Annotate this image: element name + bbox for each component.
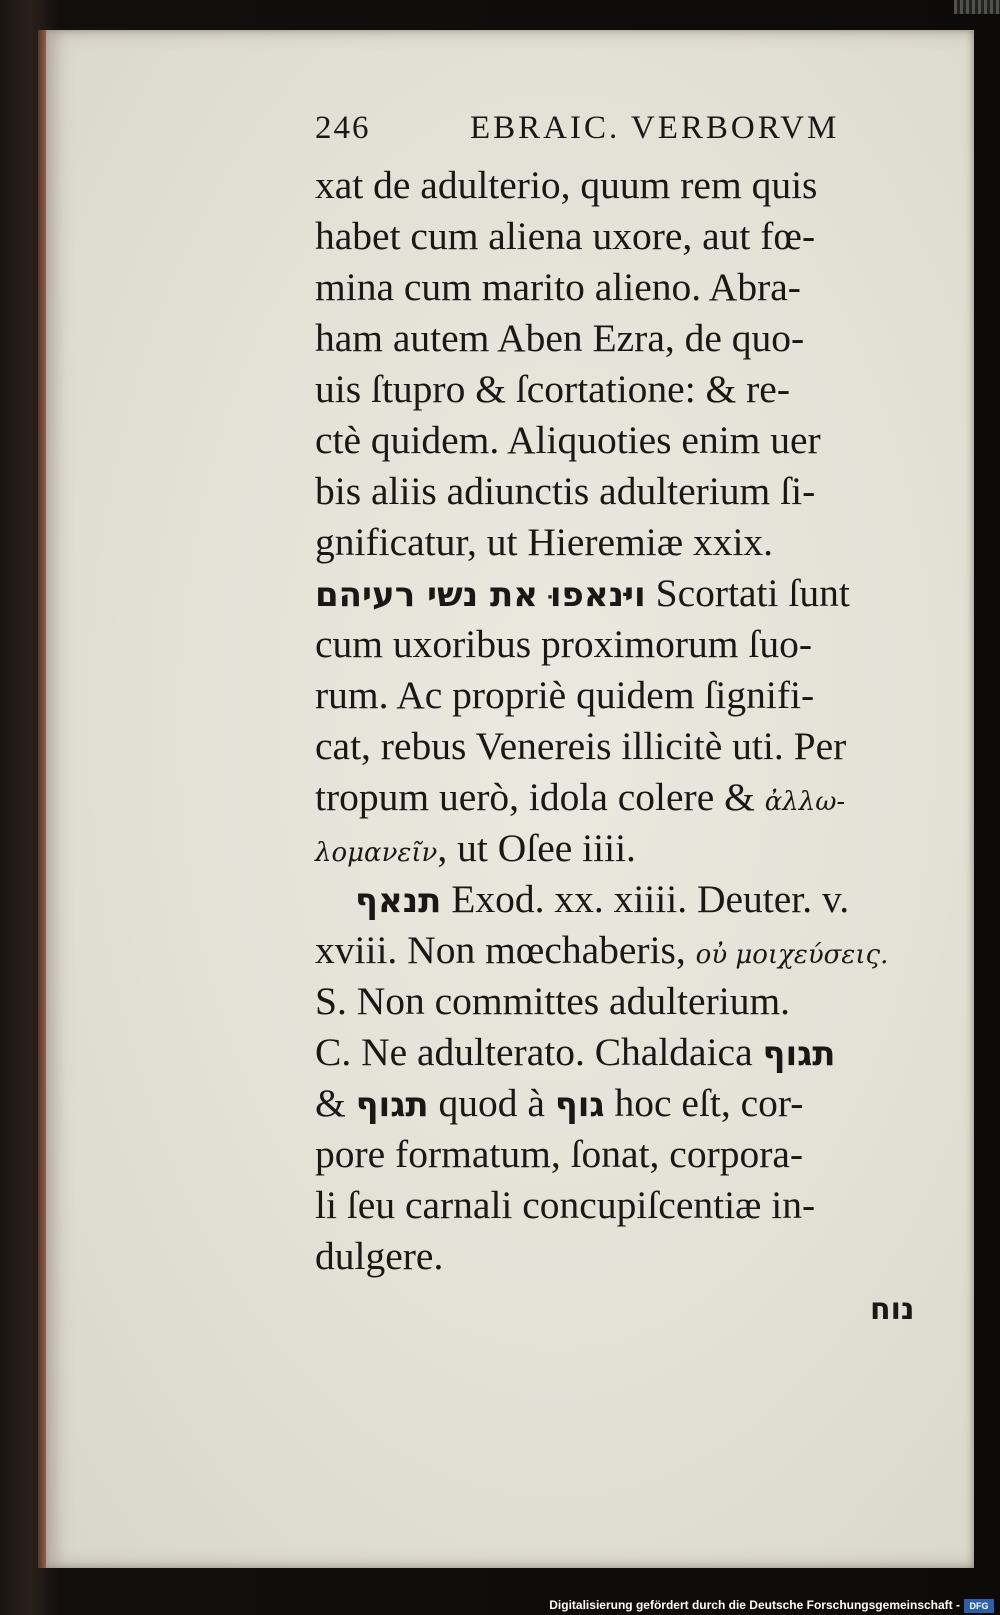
text-line [315,1129,930,1180]
greek-word: ἀλλω- [764,787,846,817]
latin-text: dulgere. [315,1234,444,1278]
hebrew-word: גוף [554,1085,605,1125]
catchword: נוח [870,1292,915,1327]
text-line [315,874,930,925]
latin-text: rum. Ac propriè quidem ſignifi- [315,673,815,717]
text-line [315,976,930,1027]
digitization-credit: Digitalisierung gefördert durch die Deutsche Forschungsgemeinschaft - [549,1598,960,1612]
latin-text: ham autem Aben Ezra, de quo- [315,316,805,360]
latin-text: & [315,1081,356,1125]
text-line [315,1078,930,1129]
latin-text: quod à [428,1081,555,1125]
latin-text: Exod. xx. xiiii. Deuter. v. [441,877,850,921]
text-line [315,211,930,262]
text-line [315,1231,930,1282]
text-line [315,415,930,466]
greek-word: οὐ μοιχεύσεις. [695,940,889,970]
text-line [315,466,930,517]
running-head [315,110,930,160]
text-line [315,721,930,772]
greek-word: λομανεῖν [315,838,438,868]
text-line [315,925,930,976]
hebrew-word: תגוף [355,1085,429,1125]
text-line [315,262,930,313]
latin-text: ctè quidem. Aliquoties enim uer [315,418,821,462]
latin-text: , ut Oſee iiii. [437,826,636,870]
latin-text: cat, rebus Venereis illicitè uti. Per [315,724,847,768]
hebrew-word: תגוף [762,1034,836,1074]
text-line [315,823,930,874]
latin-text: C. Ne adulterato. Chaldaica [315,1030,763,1074]
scan-color-bar [954,0,1000,14]
latin-text: li ſeu carnali concupiſcentiæ in- [315,1183,816,1227]
latin-text: uis ſtupro & ſcortatione: & re- [315,367,790,411]
latin-text: pore formatum, ſonat, corpora- [315,1132,804,1176]
latin-text: xat de adulterio, quum rem quis [315,163,818,207]
text-block [315,110,930,1282]
latin-text: cum uxoribus proximorum ſuo- [315,622,812,666]
dfg-logo: DFG [964,1599,994,1613]
latin-text: bis aliis adiunctis adulterium ſi- [315,469,816,513]
text-line [315,1180,930,1231]
hebrew-word: ויּנאפוּ את נשי רעיהם [315,575,646,615]
latin-text: Scortati ſunt [645,571,850,615]
text-line [315,313,930,364]
text-line [315,568,930,619]
running-head-title: EBRAIC. VERBORVM [470,110,840,146]
body-text [315,160,930,1282]
latin-text: gnificatur, ut Hieremiæ xxix. [315,520,774,564]
text-line [315,619,930,670]
text-line [315,517,930,568]
latin-text: hoc eſt, cor- [604,1081,804,1125]
latin-text: S. Non committes adulterium. [315,979,791,1023]
text-line [315,670,930,721]
latin-text: xviii. Non mœchaberis, [315,928,696,972]
text-line [315,772,930,823]
hebrew-word: תנאף [355,881,442,921]
text-line [315,160,930,211]
latin-text: mina cum marito alieno. Abra- [315,265,801,309]
text-line [315,364,930,415]
latin-text: tropum uerò, idola colere & [315,775,765,819]
latin-text: habet cum aliena uxore, aut fœ- [315,214,816,258]
text-line [315,1027,930,1078]
page-number: 246 [315,110,371,146]
